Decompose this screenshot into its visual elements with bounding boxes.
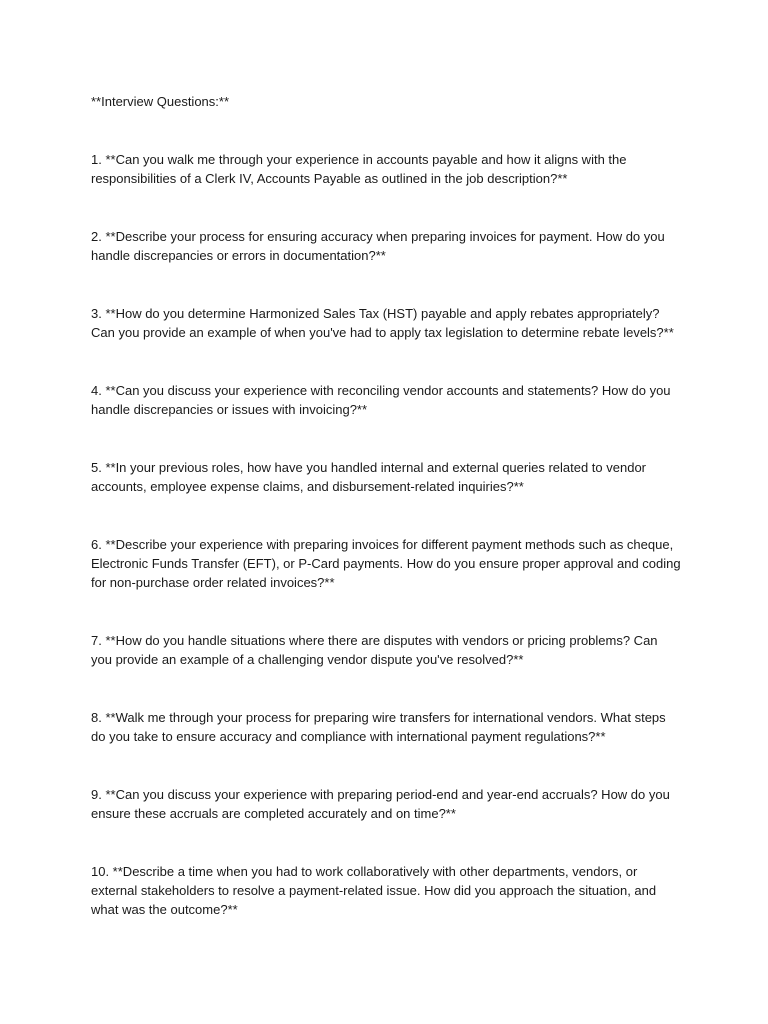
- question-4: 4. **Can you discuss your experience with reconciling vendor accounts and statements? How do you handle discrepancies or issues with invoicing?**: [91, 383, 671, 417]
- document-heading: **Interview Questions:**: [91, 94, 230, 109]
- question-9: 9. **Can you discuss your experience with preparing period-end and year-end accruals? How do you ensure these accruals are completed accurately and on time?**: [91, 787, 670, 821]
- question-3: 3. **How do you determine Harmonized Sales Tax (HST) payable and apply rebates appropriately? Can you provide an example of when you've had to apply tax legislation to determine rebate levels?**: [91, 306, 674, 340]
- document-body: [91, 92, 681, 958]
- question-8: 8. **Walk me through your process for preparing wire transfers for international vendors. What steps do you take to ensure accuracy and compliance with international payment regulations?**: [91, 710, 666, 744]
- question-7: 7. **How do you handle situations where there are disputes with vendors or pricing problems? Can you provide an example of a challenging vendor dispute you've resolved?**: [91, 633, 658, 667]
- question-10: 10. **Describe a time when you had to work collaboratively with other departments, vendors, or external stakeholders to resolve a payment-related issue. How did you approach the situation, and what was the outcome?**: [91, 864, 657, 917]
- question-2: 2. **Describe your process for ensuring accuracy when preparing invoices for payment. How do you handle discrepancies or errors in documentation?**: [91, 229, 665, 263]
- question-6: 6. **Describe your experience with preparing invoices for different payment methods such as cheque, Electronic Funds Transfer (EFT), or P-Card payments. How do you ensure proper approval and coding for non-purchase order related invoices?**: [91, 537, 681, 590]
- question-5: 5. **In your previous roles, how have you handled internal and external queries related to vendor accounts, employee expense claims, and disbursement-related inquiries?**: [91, 460, 647, 494]
- question-1: 1. **Can you walk me through your experience in accounts payable and how it aligns with the responsibilities of a Clerk IV, Accounts Payable as outlined in the job description?**: [91, 152, 627, 186]
